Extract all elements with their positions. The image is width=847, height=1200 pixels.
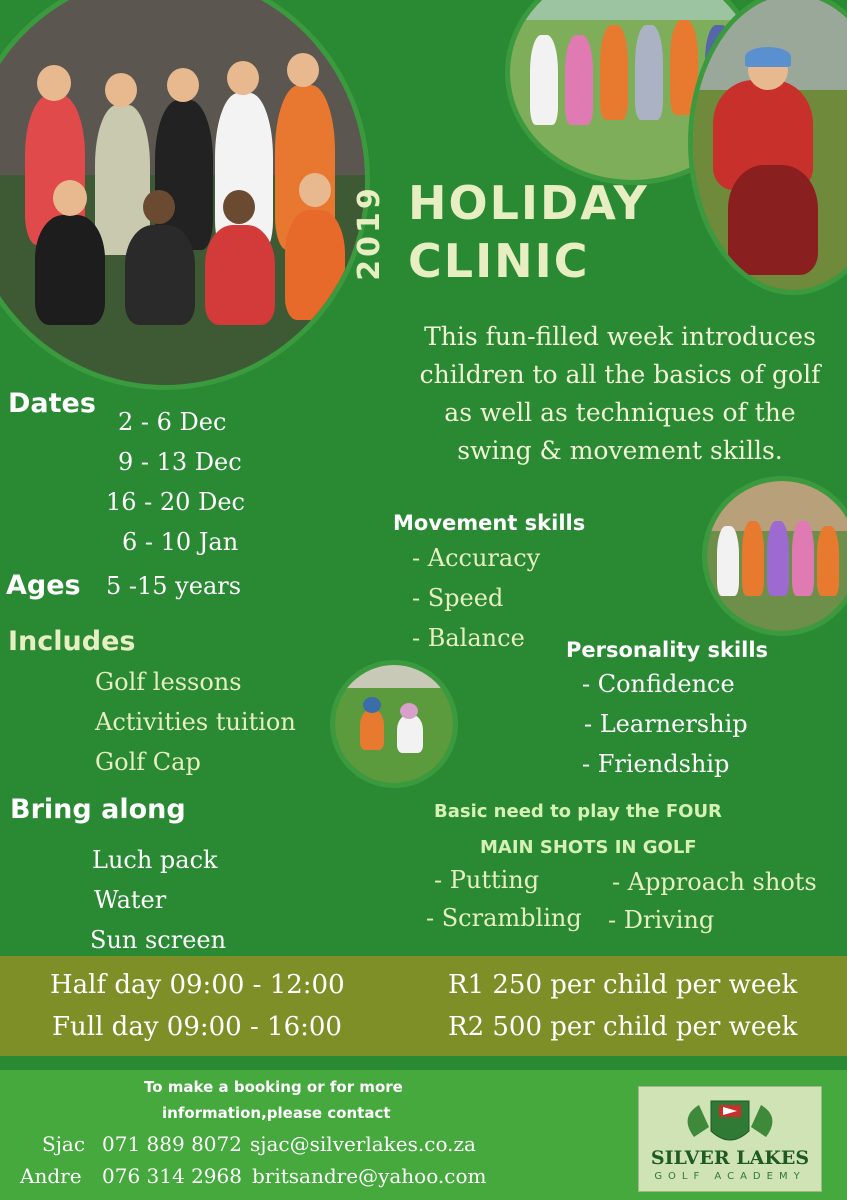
date-item: 16 - 20 Dec [106, 488, 245, 516]
movement-heading: Movement skills [393, 511, 586, 535]
title-clinic: CLINIC [408, 234, 590, 288]
contact-phone[interactable]: 071 889 8072 [102, 1132, 242, 1156]
contact-phone[interactable]: 076 314 2968 [102, 1164, 242, 1188]
includes-item: Activities tuition [95, 708, 296, 736]
golfer-photo [688, 0, 847, 295]
contact-intro-2: information,please contact [162, 1104, 391, 1122]
includes-heading: Includes [8, 626, 136, 657]
intro-line: This fun-filled week introduces [424, 322, 816, 351]
logo-name: SILVER LAKES [650, 1147, 810, 1169]
includes-item: Golf Cap [95, 748, 201, 776]
ages-heading: Ages [6, 570, 81, 601]
schedule-price: R1 250 per child per week [448, 970, 798, 1000]
shot-item: - Approach shots [612, 868, 817, 896]
logo-sub: GOLF ACADEMY [654, 1171, 806, 1182]
intro-line: swing & movement skills. [457, 436, 783, 465]
intro-text [400, 318, 840, 470]
date-item: 9 - 13 Dec [118, 448, 242, 476]
group-photo-right [702, 476, 847, 636]
academy-logo [638, 1086, 822, 1192]
contact-email[interactable]: britsandre@yahoo.com [252, 1164, 487, 1188]
shot-item: - Driving [608, 906, 715, 934]
movement-item: - Accuracy [412, 544, 541, 572]
shots-heading-2: MAIN SHOTS IN GOLF [480, 837, 697, 858]
personality-item: - Learnership [584, 710, 748, 738]
bring-heading: Bring along [10, 794, 186, 825]
putting-photo [330, 660, 458, 788]
personality-item: - Confidence [582, 670, 735, 698]
contact-name: Sjac [42, 1132, 86, 1156]
personality-item: - Friendship [582, 750, 730, 778]
schedule-price: R2 500 per child per week [448, 1012, 798, 1042]
movement-item: - Speed [412, 584, 504, 612]
shot-item: - Scrambling [426, 904, 582, 932]
intro-line: children to all the basics of golf [419, 360, 821, 389]
ages-value: 5 -15 years [106, 572, 242, 600]
movement-item: - Balance [412, 624, 525, 652]
title-holiday: HOLIDAY [408, 176, 649, 230]
date-item: 2 - 6 Dec [118, 408, 227, 436]
title-year: 2019 [352, 185, 387, 281]
schedule-label: Half day 09:00 - 12:00 [50, 970, 345, 1000]
group-photo-large [0, 0, 370, 390]
bring-item: Water [94, 886, 167, 914]
contact-name: Andre [20, 1164, 82, 1188]
intro-line: as well as techniques of the [444, 398, 796, 427]
shot-item: - Putting [434, 866, 540, 894]
contact-email[interactable]: sjac@silverlakes.co.za [250, 1132, 476, 1156]
dates-heading: Dates [8, 388, 96, 419]
shots-heading-1: Basic need to play the FOUR [434, 801, 722, 822]
personality-heading: Personality skills [566, 638, 769, 662]
contact-intro-1: To make a booking or for more [144, 1078, 403, 1096]
date-item: 6 - 10 Jan [122, 528, 239, 556]
schedule-band [0, 956, 847, 1056]
bring-item: Luch pack [92, 846, 218, 874]
includes-item: Golf lessons [95, 668, 242, 696]
schedule-label: Full day 09:00 - 16:00 [52, 1012, 342, 1042]
bring-item: Sun screen [90, 926, 227, 954]
